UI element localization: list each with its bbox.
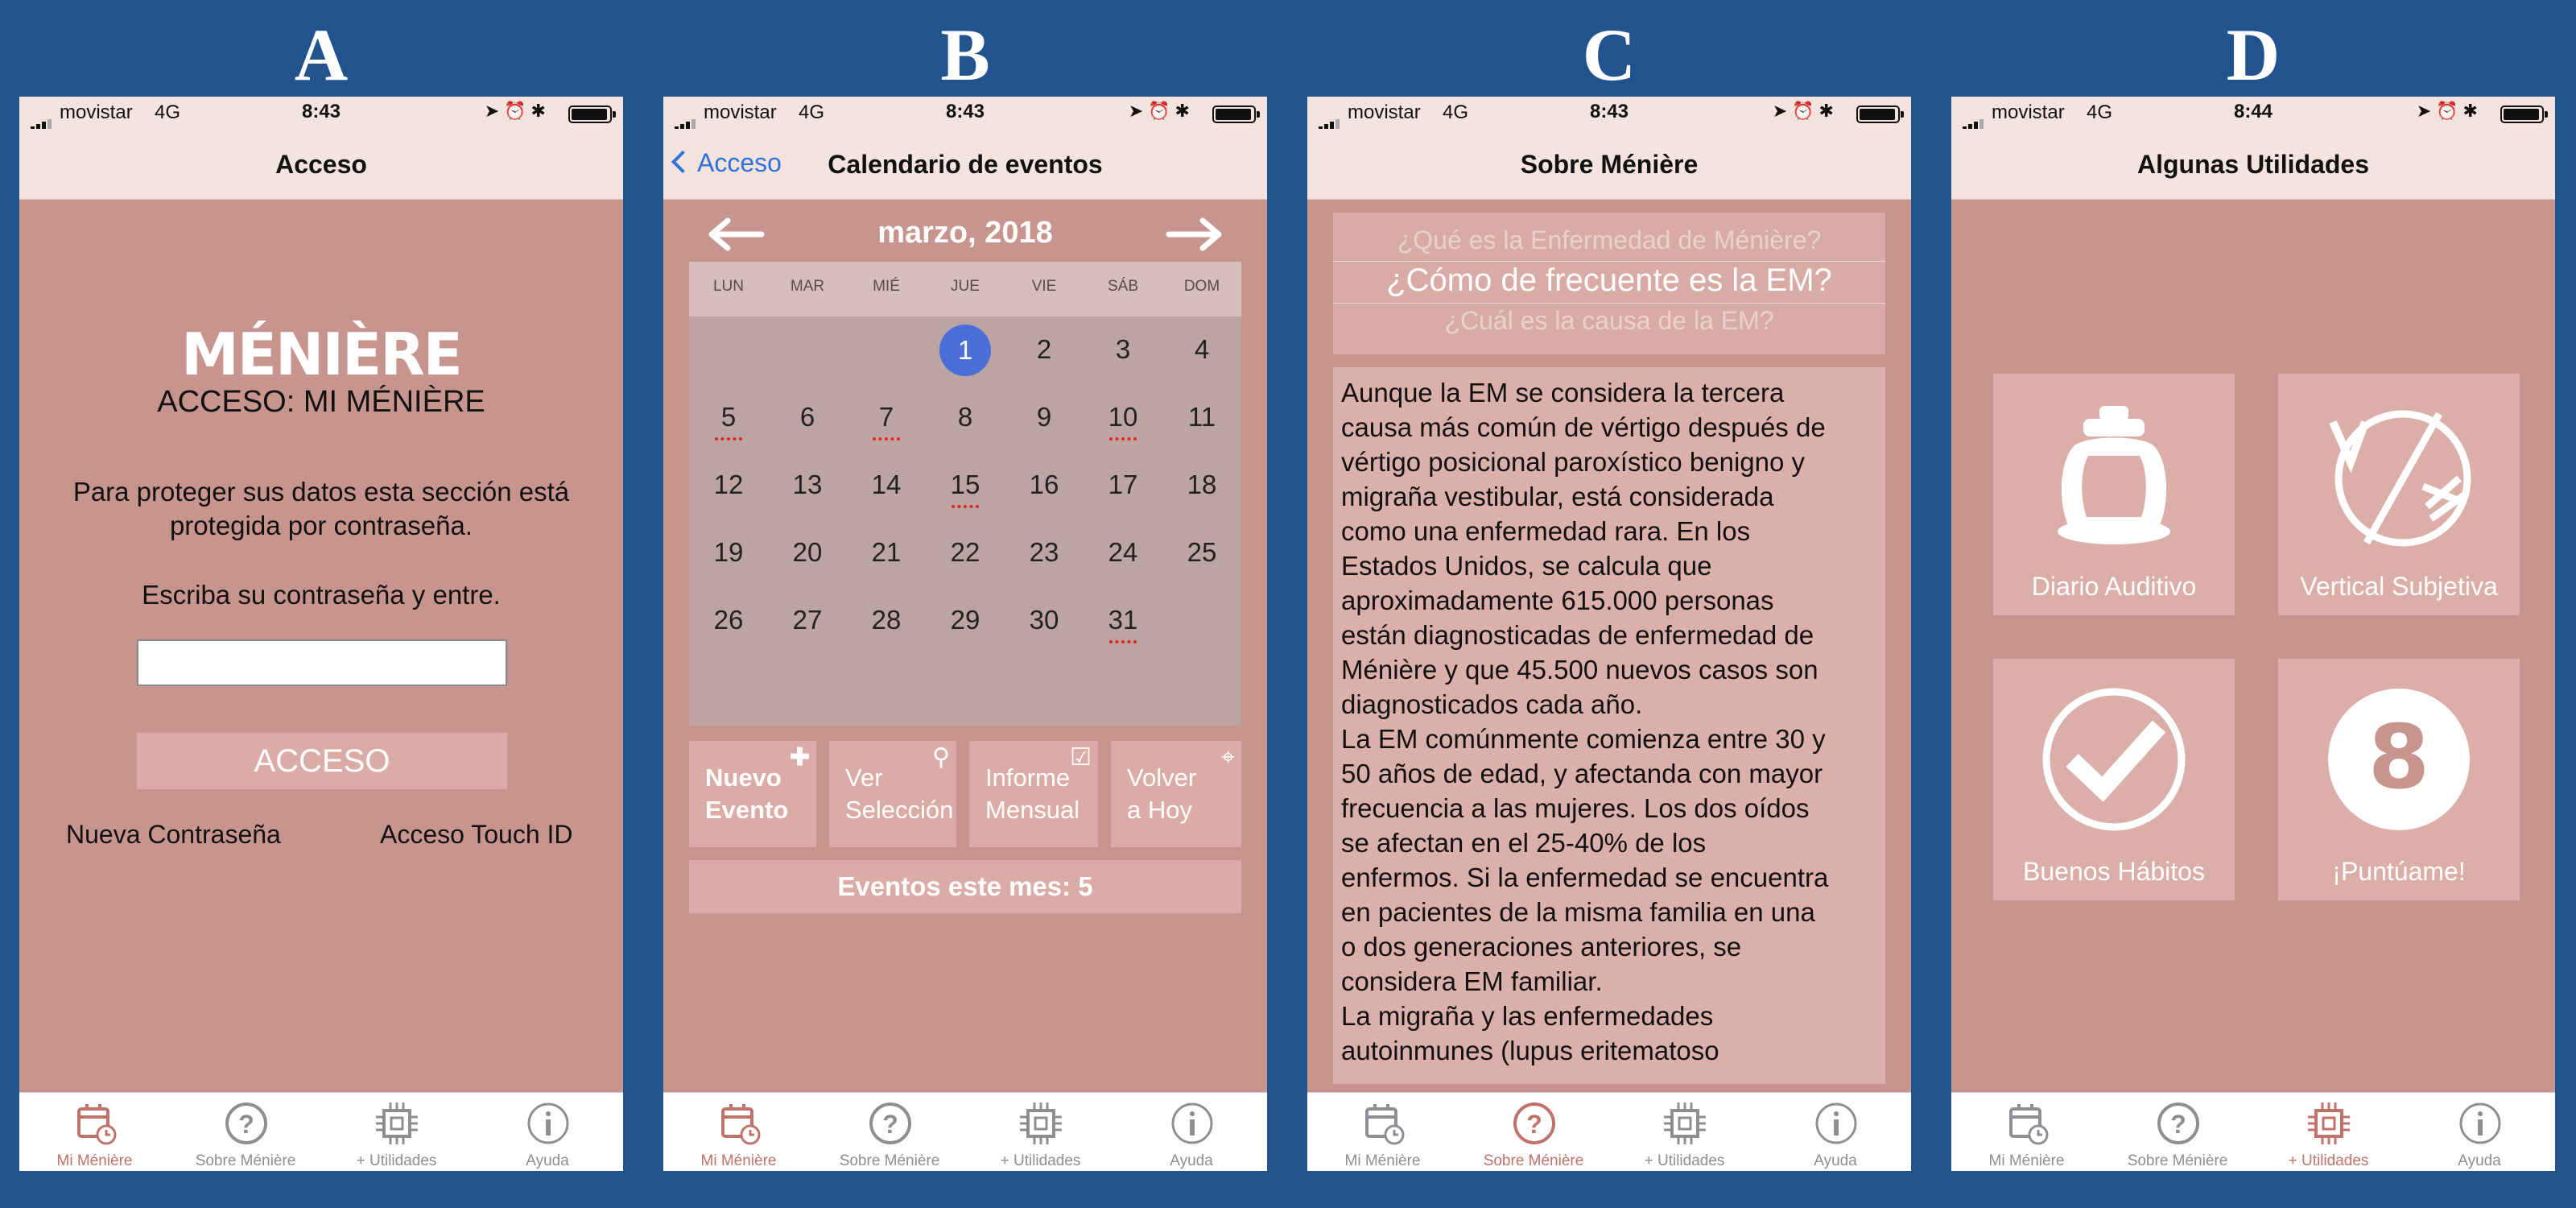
calendar-day[interactable]: 18: [1187, 470, 1217, 499]
tab-sobre-meniere[interactable]: [815, 1093, 965, 1171]
article-line: La EM comúnmente comienza entre 30 y: [1341, 724, 1826, 754]
calendar-grid: [689, 262, 1241, 726]
nav-title: Calendario de eventos: [828, 150, 1103, 179]
calendar-day[interactable]: 19: [713, 537, 744, 567]
article-line: en pacientes de la misma familia en una: [1341, 897, 1815, 927]
calendar-day[interactable]: 24: [1108, 537, 1138, 567]
status-bar: [663, 97, 1267, 129]
calendar-day[interactable]: 29: [950, 605, 980, 635]
password-field[interactable]: [137, 639, 507, 686]
info-icon: [1168, 1099, 1216, 1148]
article-line: enfermos. Si la enfermedad se encuentra: [1341, 863, 1829, 892]
navigation-bar: [19, 129, 623, 200]
back-to-today-button[interactable]: [1111, 741, 1241, 847]
status-time: 8:43: [945, 101, 985, 122]
phone-screen-c: [1307, 97, 1911, 1171]
tab-label: Mi Ménière: [56, 1152, 133, 1169]
calendar-month-title: marzo, 2018: [877, 216, 1053, 250]
svg-text:?: ?: [1525, 1110, 1542, 1139]
calendar-day[interactable]: 6: [799, 402, 815, 432]
tab-label: + Utilidades: [1000, 1152, 1081, 1169]
weekday-label: VIE: [1031, 278, 1057, 295]
back-button[interactable]: [675, 148, 782, 178]
calendar-day[interactable]: 3: [1115, 334, 1131, 364]
calendar-day[interactable]: 23: [1029, 537, 1059, 567]
svg-text:8: 8: [2368, 705, 2430, 809]
tab-label: Sobre Ménière: [1483, 1152, 1584, 1169]
network-label: 4G: [2087, 101, 2113, 123]
tab-label: Ayuda: [1170, 1152, 1213, 1169]
touch-id-link[interactable]: Acceso Touch ID: [380, 820, 573, 849]
calendar-day[interactable]: 5: [689, 384, 768, 452]
new-event-line-1: Nuevo: [705, 763, 782, 792]
subjective-vertical-icon: [2326, 398, 2471, 559]
tab-label: Ayuda: [1814, 1152, 1857, 1169]
tab-mi-meniere[interactable]: [663, 1093, 814, 1171]
question-icon: [1510, 1099, 1558, 1148]
tab-utilidades[interactable]: [965, 1093, 1116, 1171]
tab-mi-meniere[interactable]: [1951, 1093, 2102, 1171]
picker-option[interactable]: ¿Cuál es la causa de la EM?: [1444, 306, 1774, 335]
picker-option-selected[interactable]: ¿Cómo de frecuente es la EM?: [1386, 263, 1832, 298]
calendar-clock-icon: [715, 1099, 763, 1148]
article-line: como una enfermedad rara. En los: [1341, 516, 1751, 546]
monthly-report-line-2: Mensual: [985, 796, 1080, 824]
tab-label: + Utilidades: [356, 1152, 437, 1169]
status-icons: ➤⏰✱: [1772, 101, 1839, 121]
tab-ayuda[interactable]: [1761, 1093, 1911, 1171]
tab-sobre-meniere[interactable]: [2103, 1093, 2253, 1171]
calendar-day[interactable]: 22: [950, 537, 980, 567]
question-icon: [222, 1099, 270, 1148]
calendar-day[interactable]: 20: [792, 537, 823, 567]
calendar-day[interactable]: 31: [1084, 587, 1162, 655]
weekday-label: MIÉ: [873, 278, 900, 295]
info-icon: [1812, 1099, 1860, 1148]
tile-label: Vertical Subjetiva: [2300, 572, 2498, 601]
new-event-button[interactable]: [689, 741, 816, 847]
article-line: vértigo posicional paroxístico benigno y: [1341, 447, 1806, 477]
article-line: se afectan en el 25-40% de los: [1341, 828, 1707, 858]
arrow-right-icon[interactable]: [1162, 214, 1227, 254]
question-icon: [866, 1099, 914, 1148]
tab-ayuda[interactable]: [2405, 1093, 2555, 1171]
nav-title: Algunas Utilidades: [2136, 150, 2370, 179]
nav-title: Acceso: [275, 150, 367, 179]
navigation-bar: [663, 129, 1267, 200]
calendar-day[interactable]: 14: [871, 470, 902, 499]
battery-icon: [1212, 105, 1256, 123]
article-line: Estados Unidos, se calcula que: [1341, 551, 1712, 581]
calendar-day[interactable]: 13: [792, 470, 823, 499]
tab-bar: [1951, 1092, 2555, 1171]
article-line: Ménière y que 45.500 nuevos casos son: [1341, 655, 1818, 685]
new-event-line-2: Evento: [705, 796, 789, 824]
panel-letter-b: B: [940, 14, 990, 96]
weekday-header: [689, 262, 1241, 316]
calendar-day[interactable]: 16: [1029, 470, 1059, 499]
calendar-clock-icon: [1359, 1099, 1407, 1148]
status-bar: [1307, 97, 1911, 129]
status-icons: ➤⏰✱: [2416, 101, 2483, 121]
checkmark-circle-icon: [2041, 683, 2186, 844]
calendar-day[interactable]: 10: [1084, 384, 1162, 452]
subjective-vertical-tile[interactable]: [2278, 374, 2520, 615]
panel-letter-c: C: [1582, 14, 1637, 96]
calendar-header: [663, 209, 1267, 258]
view-selection-line-1: Ver: [845, 763, 883, 792]
article-line: causa más común de vértigo después de: [1341, 412, 1826, 442]
tab-sobre-meniere[interactable]: [171, 1093, 321, 1171]
article-line: 50 años de edad, y afectanda con mayor: [1341, 759, 1823, 788]
chip-icon: [2305, 1099, 2353, 1148]
panel-letter-d: D: [2226, 14, 2281, 96]
back-to-today-line-1: Volver: [1127, 763, 1197, 792]
tab-ayuda[interactable]: [1117, 1093, 1267, 1171]
tab-label: Ayuda: [2458, 1152, 2501, 1169]
weekday-label: DOM: [1183, 278, 1220, 295]
bell-jar-icon: [2041, 398, 2186, 559]
calendar-day[interactable]: 21: [871, 537, 902, 567]
status-time: 8:44: [2233, 101, 2273, 122]
calendar-day[interactable]: 25: [1187, 537, 1217, 567]
tab-utilidades[interactable]: [1609, 1093, 1760, 1171]
status-icons: ➤⏰✱: [1128, 101, 1195, 121]
calendar-day[interactable]: 17: [1108, 470, 1138, 499]
calendar-day[interactable]: 4: [1194, 334, 1210, 364]
view-selection-line-2: Selección: [845, 796, 954, 824]
weekday-label: MAR: [790, 278, 825, 295]
article-line: están diagnosticadas de enfermedad de: [1341, 620, 1814, 650]
status-bar: [1951, 97, 2555, 129]
article-line: aproximadamente 615.000 personas: [1341, 585, 1774, 615]
tab-label: Sobre Ménière: [195, 1152, 296, 1169]
tile-label: ¡Puntúame!: [2332, 857, 2466, 886]
weekday-label: SÁB: [1107, 278, 1139, 295]
panel-letter-a: A: [294, 14, 349, 96]
calendar-day[interactable]: 15: [926, 452, 1005, 519]
calendar-day[interactable]: 30: [1029, 605, 1059, 635]
tab-sobre-meniere[interactable]: [1459, 1093, 1609, 1171]
info-icon: [524, 1099, 572, 1148]
svg-text:?: ?: [881, 1110, 898, 1139]
calendar-clock-icon: [2003, 1099, 2051, 1148]
chevron-left-icon: [671, 151, 694, 173]
password-instruction: Escriba su contraseña y entre.: [142, 580, 501, 610]
article-line: Aunque la EM se considera la tercera: [1341, 378, 1785, 407]
calendar-day[interactable]: 12: [713, 470, 744, 499]
target-icon: ⌖: [1221, 744, 1235, 771]
eight-ball-icon: [2326, 683, 2471, 844]
calendar-day[interactable]: 28: [871, 605, 902, 635]
tab-label: Mi Ménière: [700, 1152, 777, 1169]
tab-utilidades[interactable]: [321, 1093, 472, 1171]
tab-bar: [663, 1092, 1267, 1171]
events-count-label: Eventos este mes: 5: [689, 860, 1241, 913]
navigation-bar: [1951, 129, 2555, 200]
article-line: autoinmunes (lupus eritematoso: [1341, 1036, 1719, 1065]
good-habits-tile[interactable]: [1993, 659, 2235, 900]
info-icon: [2456, 1099, 2504, 1148]
carrier-label: movistar: [60, 101, 133, 123]
battery-icon: [2500, 105, 2544, 123]
tab-label: Mi Ménière: [1344, 1152, 1421, 1169]
hearing-diary-tile[interactable]: [1993, 374, 2235, 615]
tab-label: Ayuda: [526, 1152, 569, 1169]
tab-bar: [19, 1092, 623, 1171]
monthly-report-line-1: Informe: [985, 763, 1071, 792]
tab-mi-meniere[interactable]: [1307, 1093, 1458, 1171]
tab-label: Sobre Ménière: [839, 1152, 940, 1169]
chip-icon: [373, 1099, 421, 1148]
chip-icon: [1017, 1099, 1065, 1148]
article-line: migraña vestibular, está considerada: [1341, 482, 1774, 511]
calendar-day[interactable]: 27: [792, 605, 823, 635]
svg-text:?: ?: [237, 1110, 254, 1139]
status-time: 8:43: [1589, 101, 1629, 122]
calendar-day[interactable]: 7: [847, 384, 926, 452]
article-text: [1333, 367, 1885, 1084]
protection-text-line-2: protegida por contraseña.: [169, 511, 473, 540]
network-label: 4G: [155, 101, 181, 123]
calendar-day[interactable]: 26: [713, 605, 744, 635]
topic-picker[interactable]: [1333, 213, 1885, 354]
status-icons: ➤⏰✱: [484, 101, 551, 121]
calendar-day[interactable]: 8: [957, 402, 973, 432]
rate-me-tile[interactable]: [2278, 659, 2520, 900]
back-label: Acceso: [697, 148, 782, 177]
new-password-link[interactable]: Nueva Contraseña: [66, 820, 281, 849]
nav-title: Sobre Ménière: [1520, 150, 1699, 179]
phone-screen-a: [19, 97, 623, 1171]
calendar-clock-icon: [71, 1099, 119, 1148]
carrier-label: movistar: [1992, 101, 2065, 123]
article-line: considera EM familiar.: [1341, 966, 1603, 996]
checkbox-icon: ☑: [1070, 744, 1092, 771]
phone-screen-d: [1951, 97, 2555, 1171]
magnifier-icon: ⚲: [932, 744, 950, 771]
tab-label: + Utilidades: [1644, 1152, 1725, 1169]
calendar-day[interactable]: 11: [1187, 402, 1216, 432]
article-line: frecuencia a las mujeres. Los dos oídos: [1341, 793, 1810, 823]
monthly-report-button[interactable]: [969, 741, 1098, 847]
picker-option[interactable]: ¿Qué es la Enfermedad de Ménière?: [1397, 225, 1822, 254]
navigation-bar: [1307, 129, 1911, 200]
status-bar: [19, 97, 623, 129]
tab-ayuda[interactable]: [473, 1093, 623, 1171]
status-time: 8:43: [301, 101, 341, 122]
tab-utilidades[interactable]: [2253, 1093, 2404, 1171]
network-label: 4G: [799, 101, 825, 123]
chip-icon: [1661, 1099, 1709, 1148]
meniere-logo: MÉNIÈRE: [181, 321, 461, 388]
carrier-label: movistar: [1348, 101, 1421, 123]
plus-icon: ✚: [789, 744, 810, 771]
tab-bar: [1307, 1092, 1911, 1171]
carrier-label: movistar: [704, 101, 777, 123]
weekday-label: LUN: [712, 278, 744, 295]
network-label: 4G: [1443, 101, 1469, 123]
weekday-label: JUE: [951, 278, 980, 295]
phone-screen-b: [663, 97, 1267, 1171]
calendar-day[interactable]: 1: [926, 316, 1005, 384]
article-line: o dos generaciones anteriores, se: [1341, 932, 1742, 962]
calendar-day[interactable]: 2: [1036, 334, 1052, 364]
tab-label: Sobre Ménière: [2127, 1152, 2228, 1169]
question-icon: [2154, 1099, 2202, 1148]
tab-label: + Utilidades: [2288, 1152, 2369, 1169]
back-to-today-line-2: a Hoy: [1127, 796, 1192, 824]
access-subtitle: ACCESO: MI MÉNIÈRE: [157, 385, 485, 419]
article-line: La migraña y las enfermedades: [1341, 1001, 1714, 1031]
battery-icon: [568, 105, 612, 123]
calendar-day[interactable]: 9: [1036, 402, 1052, 432]
article-line: diagnosticados cada año.: [1341, 689, 1643, 719]
tile-label: Diario Auditivo: [2031, 572, 2197, 601]
tab-mi-meniere[interactable]: [19, 1093, 170, 1171]
view-selection-button[interactable]: [829, 741, 956, 847]
access-button[interactable]: ACCESO: [137, 733, 507, 789]
svg-text:?: ?: [2169, 1110, 2186, 1139]
protection-text-line-1: Para proteger sus datos esta sección está: [72, 477, 570, 507]
tab-label: Mi Ménière: [1988, 1152, 2065, 1169]
battery-icon: [1856, 105, 1900, 123]
tile-label: Buenos Hábitos: [2023, 857, 2205, 886]
